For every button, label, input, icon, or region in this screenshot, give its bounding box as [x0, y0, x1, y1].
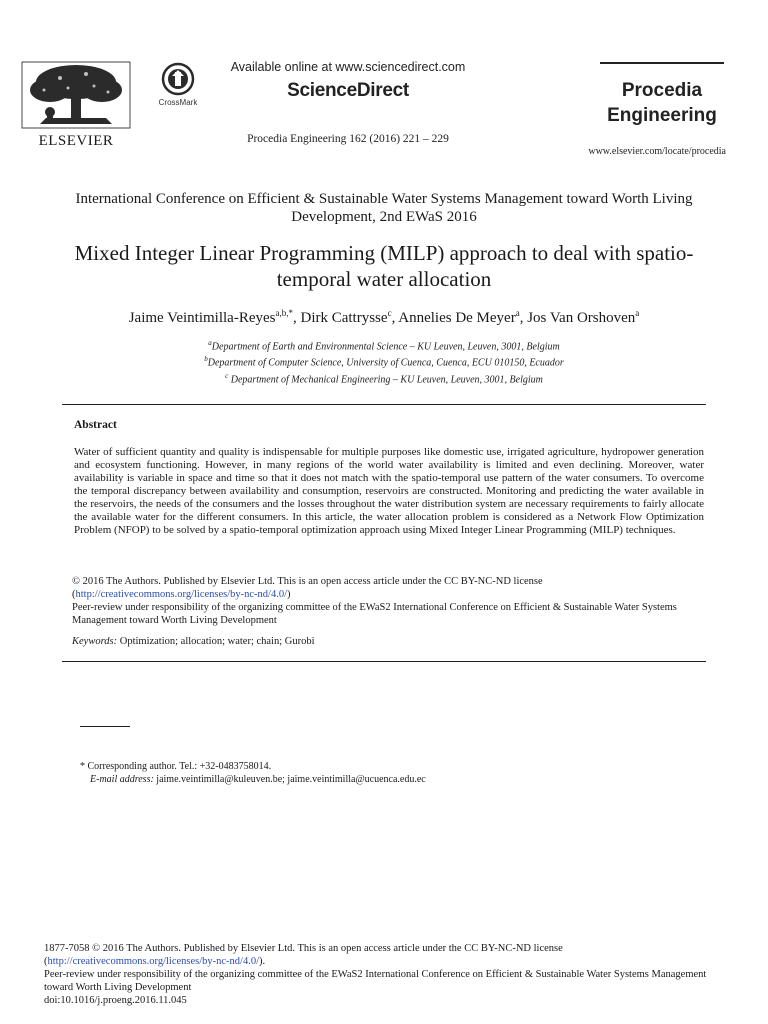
author-sup: c: [387, 308, 392, 318]
email-address[interactable]: jaime.veintimilla@kuleuven.be; jaime.veintimilla@ucuenca.edu.ec: [156, 774, 426, 785]
abstract-heading: Abstract: [74, 419, 117, 431]
bottom-license-link[interactable]: http://creativecommons.org/licenses/by-nc-nd/4.0/: [47, 956, 260, 967]
author-list: Jaime Veintimilla-Reyes$^{a,b,*}$, Dirk Cattrysse$^c$, Annelies De Meyer$^a$, Jos Van Orshoven$^a$: [128, 308, 640, 326]
paper-title: Mixed Integer Linear Programming (MILP) approach to deal with spatio-temporal water allocation: [74, 241, 694, 291]
publisher-name: ELSEVIER: [38, 133, 114, 149]
author-sup: a,b,*: [275, 308, 293, 318]
bottom-matter: 1877-7058 © 2016 The Authors. Published by Elsevier Ltd. This is an open access article under the CC BY-NC-ND license (http://creativecommons.org/licenses/by-nc-nd/4.0/). Peer-review under responsibility of the organizing committee of the EWaS2 International Conference on Efficient & Sustainable Water Systems Management toward Worth Living Development doi:10.1016/j.proeng.2016.11.045: [44, 942, 734, 1007]
footnote-rule: [80, 726, 130, 727]
conference-name: International Conference on Efficient & Sustainable Water Systems Management toward Worth Living Development, 2nd EWaS 2016: [75, 191, 693, 225]
footnote: [80, 760, 700, 786]
affiliations: [100, 337, 668, 386]
crossmark-icon: [150, 62, 206, 96]
crossmark-badge[interactable]: [150, 62, 206, 122]
author: Annelies De Meyer: [398, 310, 516, 326]
crossmark-label: CrossMark: [158, 98, 198, 107]
journal-logo: [600, 62, 724, 144]
available-online: Available online at www.sciencedirect.com: [230, 60, 466, 74]
author: Jaime Veintimilla-Reyes: [128, 310, 276, 326]
keywords-list: Optimization; allocation; water; chain; Gurobi: [119, 636, 315, 647]
author-sup: a: [635, 308, 640, 318]
journal-url[interactable]: www.elsevier.com/locate/procedia: [588, 146, 726, 157]
journal-citation: Procedia Engineering 162 (2016) 221 – 229: [247, 133, 449, 145]
divider: [62, 661, 706, 662]
issn-line: 1877-7058 © 2016 The Authors. Published by Elsevier Ltd. This is an open access article under the CC BY-NC-ND license: [44, 943, 563, 954]
sciencedirect-logo[interactable]: ScienceDirect: [287, 80, 409, 101]
journal-name-line1: Procedia: [621, 80, 703, 101]
elsevier-tree-icon: [20, 60, 132, 132]
author: Jos Van Orshoven: [527, 310, 636, 326]
email-label: E-mail address:: [90, 774, 154, 785]
divider: [62, 404, 706, 405]
author-sup: a: [515, 308, 520, 318]
bottom-peer-review: Peer-review under responsibility of the organizing committee of the EWaS2 International Conference on Efficient & Sustainable Water Systems Management toward Worth Living Development: [44, 969, 707, 993]
doi[interactable]: doi:10.1016/j.proeng.2016.11.045: [44, 995, 187, 1006]
license-link[interactable]: http://creativecommons.org/licenses/by-nc-nd/4.0/: [75, 589, 288, 600]
author: Dirk Cattrysse: [300, 310, 388, 326]
keywords-label: Keywords:: [72, 636, 118, 647]
peer-review-statement: Peer-review under responsibility of the organizing committee of the EWaS2 International Conference on Efficient & Sustainable Water Systems Management toward Worth Living Development: [72, 602, 677, 626]
affiliation: $^c$ Department of Mechanical Engineering – KU Leuven, Leuven, 3001, Belgium: [225, 371, 543, 385]
elsevier-logo: [20, 60, 132, 148]
corresponding-author: * Corresponding author. Tel.: +32-0483758014.: [80, 761, 272, 772]
keywords: [72, 636, 706, 647]
journal-name-line2: Engineering: [607, 105, 717, 126]
affiliation: $^b$Department of Computer Science, University of Cuenca, Cuenca, ECU 010150, Ecuador: [204, 355, 564, 369]
affiliation: $^a$Department of Earth and Environmental Science – KU Leuven, Leuven, 3001, Belgium: [208, 339, 560, 353]
license-statement: © 2016 The Authors. Published by Elsevier Ltd. This is an open access article under the CC BY-NC-ND license: [72, 576, 543, 587]
abstract-text: Water of sufficient quantity and quality is indispensable for multiple purposes like domestic use, irrigated agriculture, hydropower generation and ecosystem functioning. However, in many regions of the world water availability is limited and even declining. Moreover, water availability is variable in space and time so that it does not match with the spatio-temporal use pattern of the water consumers. To overcome the temporal discrepancy between availability and consumption, reservoirs are constructed. Monitoring and predicting the water available in the reservoirs, the needs of the consumers and the losses throughout the water distribution system are necessary requirements to fairly allocate the available water for the different consumers. In this article, the water allocation problem is considered as a Network Flow Optimization Problem (NFOP) to be solved by a spatio-temporal optimization approach using Mixed Integer Linear Programming (MILP) techniques.: [74, 446, 704, 536]
license-block: © 2016 The Authors. Published by Elsevier Ltd. This is an open access article under the CC BY-NC-ND license (http://creativecommons.org/licenses/by-nc-nd/4.0/) Peer-review under responsibility of the organizing committee of the EWaS2 International Conference on Efficient & Sustainable Water Systems Management toward Worth Living Development: [72, 575, 706, 627]
